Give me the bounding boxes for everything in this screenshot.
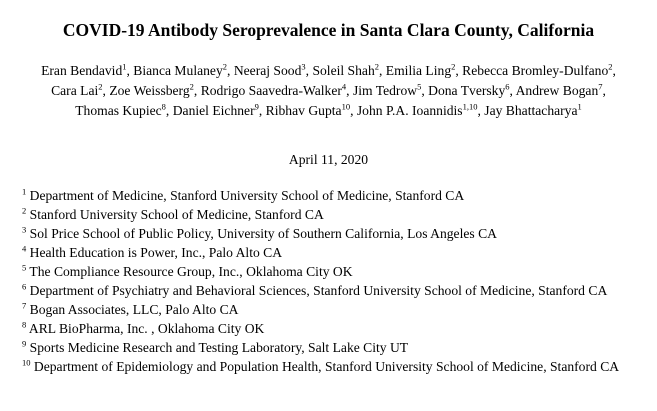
- affiliation-text: Stanford University School of Medicine, Stanford CA: [29, 207, 324, 222]
- author-name: Neeraj Sood: [233, 63, 302, 78]
- author-list: [8, 61, 649, 121]
- author-affiliation-marker: 7: [598, 81, 603, 92]
- affiliation-item: [22, 262, 647, 281]
- author-name: Jay Bhattacharya: [484, 103, 578, 118]
- affiliation-number: 1: [22, 186, 27, 197]
- affiliation-item: [22, 357, 647, 376]
- author-name: Zoe Weissberg: [109, 83, 190, 98]
- affiliation-number: 9: [22, 338, 27, 349]
- affiliation-text: Health Education is Power, Inc., Palo Alto CA: [29, 245, 283, 260]
- affiliation-text: Bogan Associates, LLC, Palo Alto CA: [29, 302, 239, 317]
- author-name: Emilia Ling: [385, 63, 452, 78]
- affiliation-text: Department of Epidemiology and Population Health, Stanford University School of Medicine, Stanford CA: [33, 359, 620, 374]
- author-line: Thomas Kupiec$^8$, Daniel Eichner$^9$, Ribhav Gupta$^{10}$, John P.A. Ioannidis$^{1,10}$, Jay Bhattacharya$^1$: [75, 101, 582, 118]
- affiliation-item: [22, 186, 647, 205]
- author-affiliation-marker: 5: [417, 81, 422, 92]
- author-affiliation-marker: 9: [254, 101, 259, 112]
- paper-title: COVID-19 Antibody Seroprevalence in Santa Clara County, California: [62, 20, 595, 40]
- author-affiliation-marker: 1: [122, 61, 127, 72]
- affiliation-number: 2: [22, 205, 27, 216]
- affiliation-number: 10: [22, 357, 31, 368]
- affiliation-list: [22, 186, 647, 376]
- author-affiliation-marker: 2: [189, 81, 194, 92]
- author-name: Daniel Eichner: [172, 103, 255, 118]
- affiliation-text: Department of Psychiatry and Behavioral Sciences, Stanford University School of Medicine, Stanford CA: [29, 283, 608, 298]
- affiliation-number: 8: [22, 319, 27, 330]
- author-name: Rodrigo Saavedra-Walker: [200, 83, 342, 98]
- affiliation-item: [22, 281, 647, 300]
- author-affiliation-marker: 4: [341, 81, 347, 92]
- author-name: John P.A. Ioannidis: [356, 103, 463, 118]
- affiliation-item: [22, 338, 647, 357]
- author-name: Jim Tedrow: [352, 83, 418, 98]
- author-affiliation-marker: 2: [98, 81, 103, 92]
- author-name: Ribhav Gupta: [265, 103, 342, 118]
- affiliation-number: 3: [22, 224, 27, 235]
- affiliation-text: Department of Medicine, Stanford University School of Medicine, Stanford CA: [29, 188, 465, 203]
- author-affiliation-marker: 6: [505, 81, 510, 92]
- author-name: Rebecca Bromley-Dulfano: [462, 63, 609, 78]
- affiliation-number: 6: [22, 281, 27, 292]
- publication-date: April 11, 2020: [288, 152, 369, 167]
- affiliation-item: [22, 224, 647, 243]
- author-affiliation-marker: 1: [577, 101, 582, 112]
- affiliation-text: Sports Medicine Research and Testing Laboratory, Salt Lake City UT: [29, 340, 409, 355]
- author-affiliation-marker: 2: [451, 61, 456, 72]
- author-affiliation-marker: 1,10: [462, 101, 478, 112]
- affiliation-text: Sol Price School of Public Policy, University of Southern California, Los Angeles CA: [29, 226, 497, 241]
- author-name: Thomas Kupiec: [75, 103, 162, 118]
- affiliation-text: ARL BioPharma, Inc. , Oklahoma City OK: [28, 321, 265, 336]
- author-affiliation-marker: 2: [374, 61, 379, 72]
- affiliation-text: The Compliance Resource Group, Inc., Oklahoma City OK: [29, 264, 353, 279]
- affiliation-number: 7: [22, 300, 27, 311]
- author-name: Dona Tversky: [428, 83, 506, 98]
- affiliation-number: 4: [22, 243, 27, 254]
- affiliation-item: [22, 319, 647, 338]
- affiliation-number: 5: [22, 262, 27, 273]
- author-name: Eran Bendavid: [41, 63, 123, 78]
- affiliation-item: [22, 243, 647, 262]
- author-affiliation-marker: 10: [341, 101, 351, 112]
- author-name: Soleil Shah: [312, 63, 375, 78]
- affiliation-item: [22, 300, 647, 319]
- author-name: Bianca Mulaney: [133, 63, 223, 78]
- author-affiliation-marker: 3: [301, 61, 306, 72]
- affiliation-item: [22, 205, 647, 224]
- author-name: Andrew Bogan: [515, 83, 599, 98]
- author-line: Cara Lai$^2$, Zoe Weissberg$^2$, Rodrigo Saavedra-Walker$^4$, Jim Tedrow$^5$, Dona Tversky$^6$, Andrew Bogan$^7$,: [51, 81, 606, 98]
- author-affiliation-marker: 8: [161, 101, 166, 112]
- author-affiliation-marker: 2: [222, 61, 228, 72]
- author-affiliation-marker: 2: [608, 61, 613, 72]
- author-name: Cara Lai: [51, 83, 99, 98]
- author-line: Eran Bendavid$^1$, Bianca Mulaney$^2$, Neeraj Sood$^3$, Soleil Shah$^2$, Emilia Ling$^2$, Rebecca Bromley-Dulfano$^2$,: [41, 61, 616, 78]
